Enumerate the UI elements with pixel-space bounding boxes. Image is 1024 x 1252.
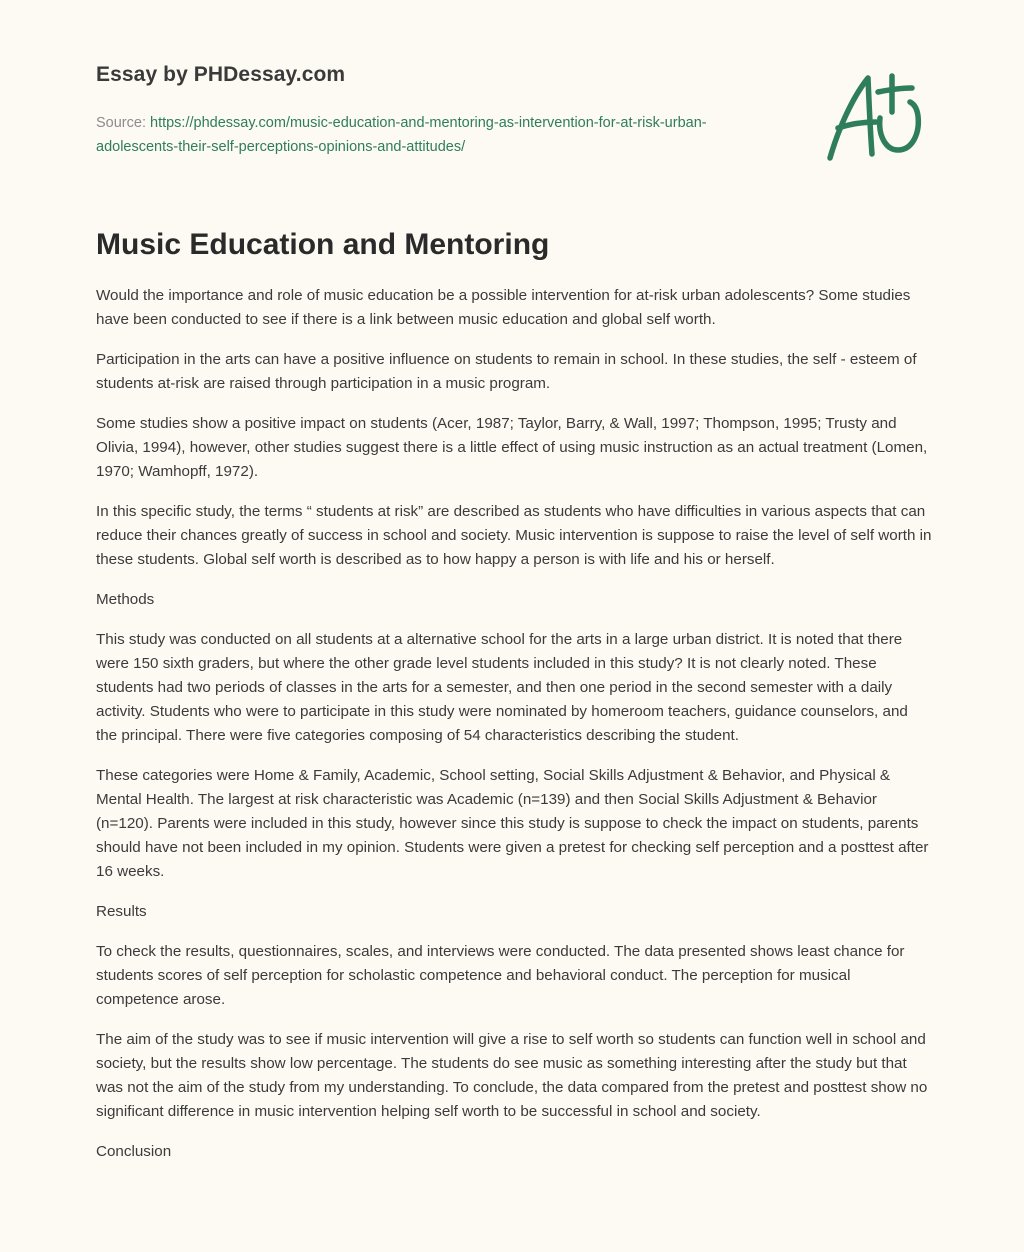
section-heading-methods: Methods	[96, 591, 155, 608]
section-heading-results: Results	[96, 903, 147, 920]
section-heading-conclusion: Conclusion	[96, 1143, 172, 1160]
source-line	[96, 111, 756, 159]
paragraph: Some studies show a positive impact on students (Acer, 1987; Taylor, Barry, & Wall, 1997; Thompson, 1995; Trusty and Olivia, 1994), however, other studies suggest there is a little effect of using music instruction as an actual treatment (Lomen, 1970; Wamhopff, 1972).	[96, 415, 928, 480]
paragraph: In this specific study, the terms “ students at risk” are described as students who have difficulties in various aspects that can reduce their chances greatly of success in school and society. Music intervention is suppose to raise the level of self worth in these students. Global self worth is described as to how happy a person is with life and his or herself.	[96, 503, 932, 568]
article-title: Music Education and Mentoring	[96, 228, 550, 261]
paragraph: This study was conducted on all students at a alternative school for the arts in a large urban district. It is noted that there were 150 sixth graders, but where the other grade level students included in this study? It is not clearly noted. These students had two periods of classes in the arts for a semester, and then one period in the second semester with a daily activity. Students who were to participate in this study were nominated by homeroom teachers, guidance counselors, and the principal. There were five categories composing of 54 characteristics describing the student.	[96, 631, 908, 744]
paragraph: The aim of the study was to see if music intervention will give a rise to self worth so students can function well in school and society, but the results show low percentage. The students do see music as something interesting after the study but that was not the aim of the study from my understanding. To conclude, the data compared from the pretest and posttest show no significant difference in music intervention helping self worth to be successful in school and society.	[96, 1031, 928, 1120]
source-link[interactable]: https://phdessay.com/music-education-and-mentoring-as-intervention-for-at-risk-urban-adolescents-their-self-perceptions-opinions-and-attitudes/	[96, 115, 707, 155]
paragraph: Would the importance and role of music education be a possible intervention for at-risk urban adolescents? Some studies have been conducted to see if there is a link between music education and global self worth.	[96, 287, 911, 328]
article-body	[96, 284, 932, 1180]
a-plus-logo-icon	[822, 68, 928, 166]
site-brand: Essay by PHDessay.com	[96, 63, 346, 86]
paragraph: These categories were Home & Family, Academic, School setting, Social Skills Adjustment & Behavior, and Physical & Mental Health. The largest at risk characteristic was Academic (n=139) and then Social Skills Adjustment & Behavior (n=120). Parents were included in this study, however since this study is suppose to check the impact on students, parents should have not been included in my opinion. Students were given a pretest for checking self perception and a posttest after 16 weeks.	[96, 767, 929, 880]
source-label: Source:	[96, 115, 150, 131]
paragraph: To check the results, questionnaires, scales, and interviews were conducted. The data presented shows least chance for students scores of self perception for scholastic competence and behavioral conduct. The perception for musical competence arose.	[96, 943, 905, 1008]
paragraph: Participation in the arts can have a positive influence on students to remain in school. In these studies, the self - esteem of students at-risk are raised through participation in a music program.	[96, 351, 917, 392]
